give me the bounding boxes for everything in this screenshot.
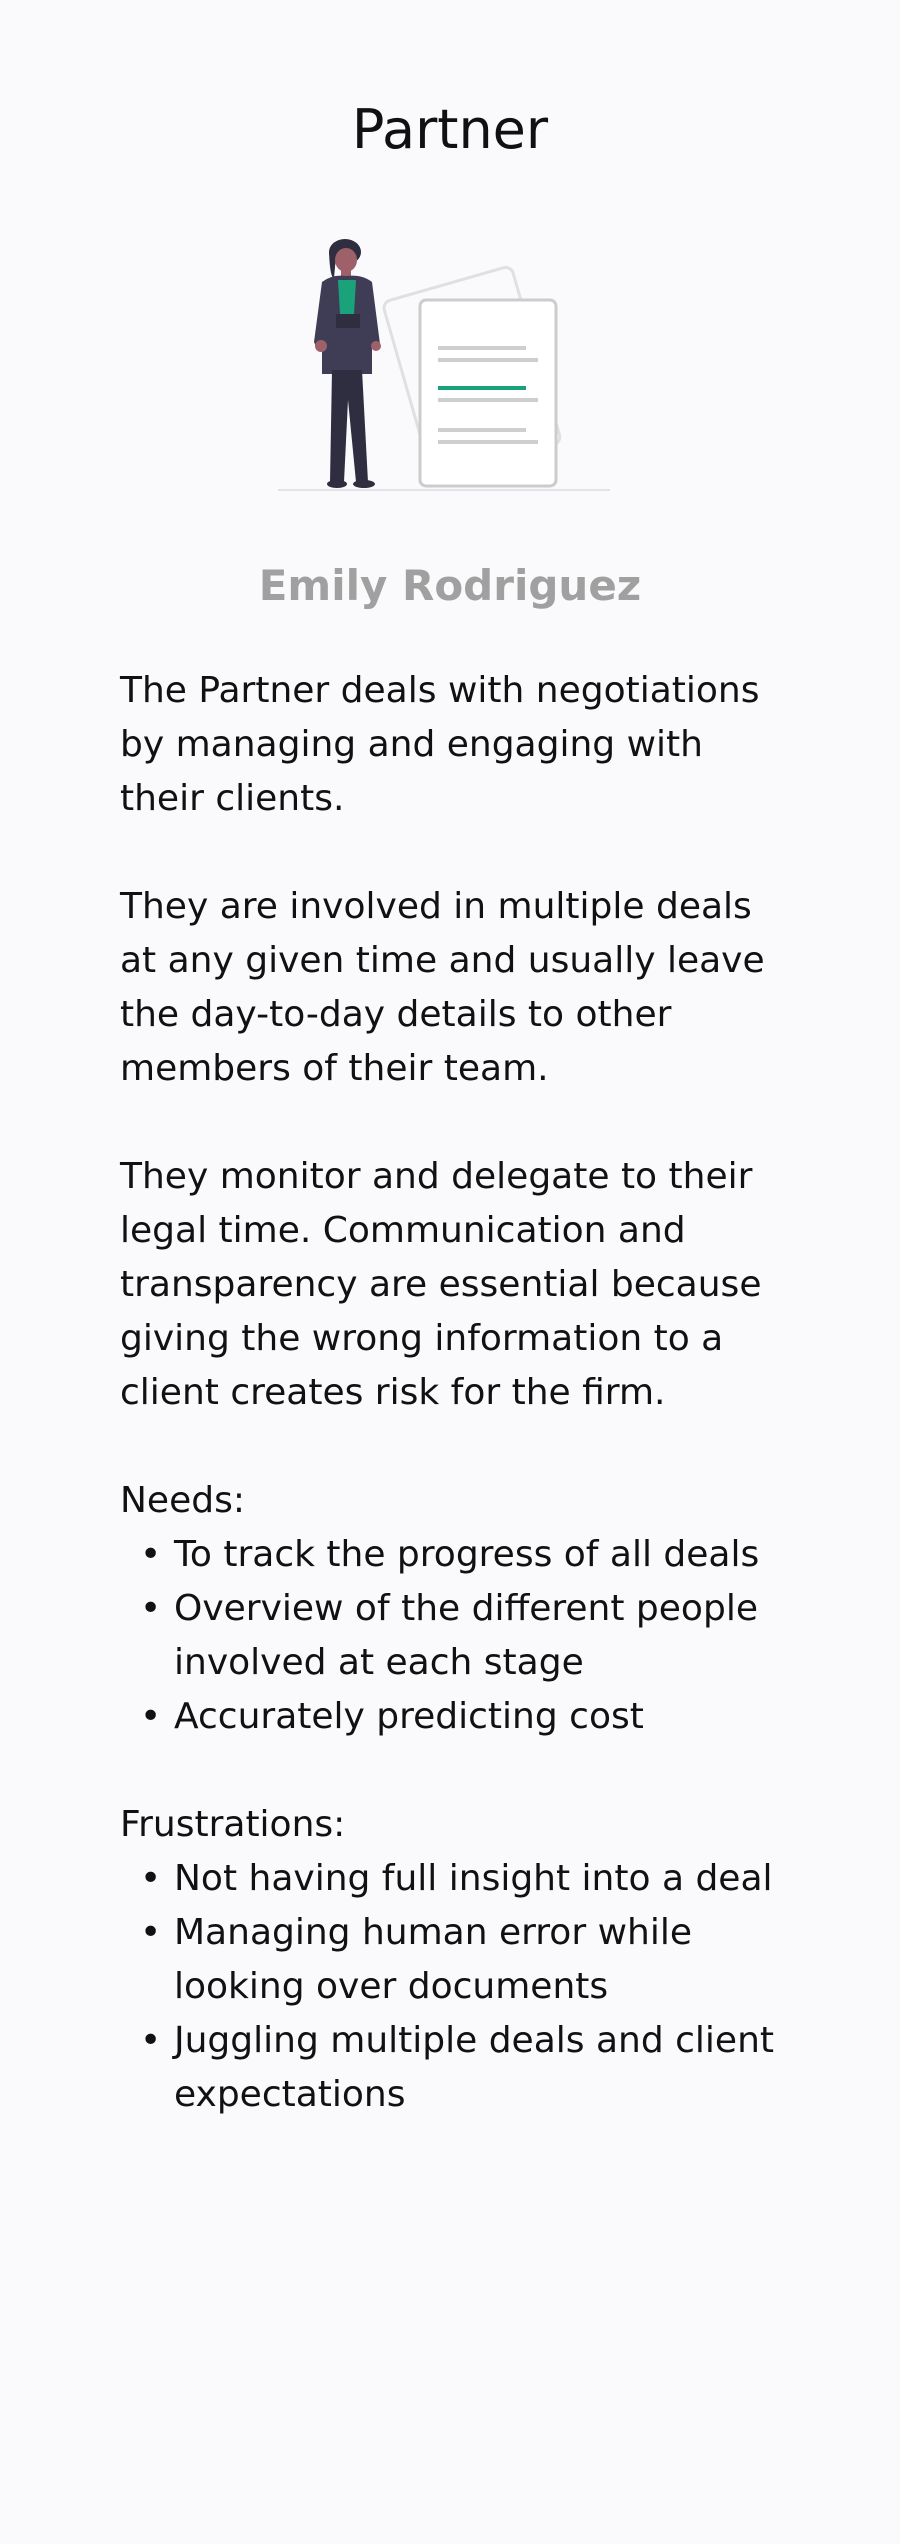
bullet-icon: • xyxy=(140,1696,162,1737)
needs-item-text: Overview of the different people involved at each stage xyxy=(174,1588,758,1683)
needs-list xyxy=(120,1528,790,1744)
description-paragraph: They are involved in multiple deals at any given time and usually leave the day-to-day details to other members of their team. xyxy=(120,886,765,1089)
frustrations-list-item xyxy=(120,1906,790,2014)
frustrations-item-text: Managing human error while looking over documents xyxy=(174,1912,692,2007)
bullet-icon: • xyxy=(140,1588,162,1629)
description-paragraph: They monitor and delegate to their legal time. Communication and transparency are essential because giving the wrong information to a client creates risk for the firm. xyxy=(120,1156,762,1413)
needs-list-item xyxy=(120,1528,790,1582)
needs-item-text: To track the progress of all deals xyxy=(174,1534,760,1575)
frustrations-item-text: Juggling multiple deals and client expectations xyxy=(174,2020,775,2115)
bullet-icon: • xyxy=(140,2020,162,2061)
needs-item-text: Accurately predicting cost xyxy=(174,1696,644,1737)
needs-heading: Needs: xyxy=(120,1480,245,1521)
person-name: Emily Rodriguez xyxy=(258,561,642,610)
partner-illustration xyxy=(276,230,616,496)
bullet-icon: • xyxy=(140,1534,162,1575)
page-title: Partner xyxy=(351,98,549,161)
needs-list-item xyxy=(120,1582,790,1690)
document-icon xyxy=(420,300,556,486)
bullet-icon: • xyxy=(140,1912,162,1953)
frustrations-list-item xyxy=(120,1852,790,1906)
frustrations-list xyxy=(120,1852,790,2122)
needs-list-item xyxy=(120,1690,790,1744)
persona-content xyxy=(120,664,790,2176)
frustrations-heading: Frustrations: xyxy=(120,1804,346,1845)
frustrations-item-text: Not having full insight into a deal xyxy=(174,1858,773,1899)
bullet-icon: • xyxy=(140,1858,162,1899)
frustrations-list-item xyxy=(120,2014,790,2122)
person-figure-icon xyxy=(314,239,381,488)
description-paragraph: The Partner deals with negotiations by managing and engaging with their clients. xyxy=(120,670,760,819)
